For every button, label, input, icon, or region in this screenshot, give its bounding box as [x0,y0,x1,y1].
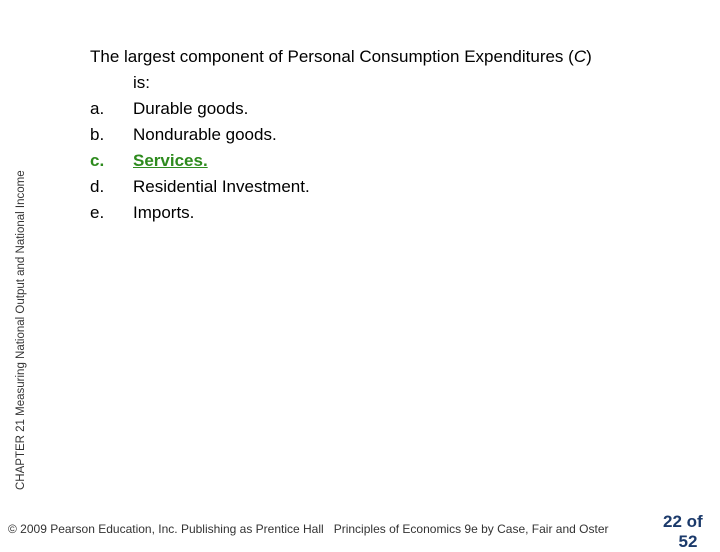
answer-option-b [90,122,650,148]
question-variable: C [573,47,587,66]
chapter-side-label-text [15,170,27,490]
option-text: Durable goods. [133,99,249,118]
option-letter: b. [90,125,105,144]
option-letter: a. [90,99,105,118]
answer-option-e [90,200,650,226]
question-text [90,44,650,70]
question-text-continued: is: [133,73,150,92]
footer-copyright: © 2009 Pearson Education, Inc. Publishing as Prentice Hall [8,522,324,536]
question-text-part1: The largest component of Personal Consumption Expenditures ( [90,47,574,66]
option-letter: e. [90,203,105,222]
page-number [663,512,713,552]
chapter-side-label [0,0,27,540]
option-text: Imports. [133,203,195,222]
chapter-number: CHAPTER 21 [15,419,27,490]
option-text: Residential Investment. [133,177,310,196]
page-number-current: 22 of [663,512,703,531]
question-block [90,44,650,226]
option-letter: c. [90,151,105,170]
page-number-total: 52 [678,532,698,551]
option-text: Services. [133,151,208,170]
answer-option-d [90,174,650,200]
footer-book-title: Principles of Economics 9e by Case, Fair and Oster [333,522,609,536]
chapter-title: Measuring National Output and National Income [15,170,27,416]
answer-option-a [90,96,650,122]
answer-option-c-correct [90,148,650,174]
option-text: Nondurable goods. [133,125,277,144]
option-letter: d. [90,177,105,196]
question-text-part2: ) [586,47,592,66]
footer-credit [8,522,609,536]
